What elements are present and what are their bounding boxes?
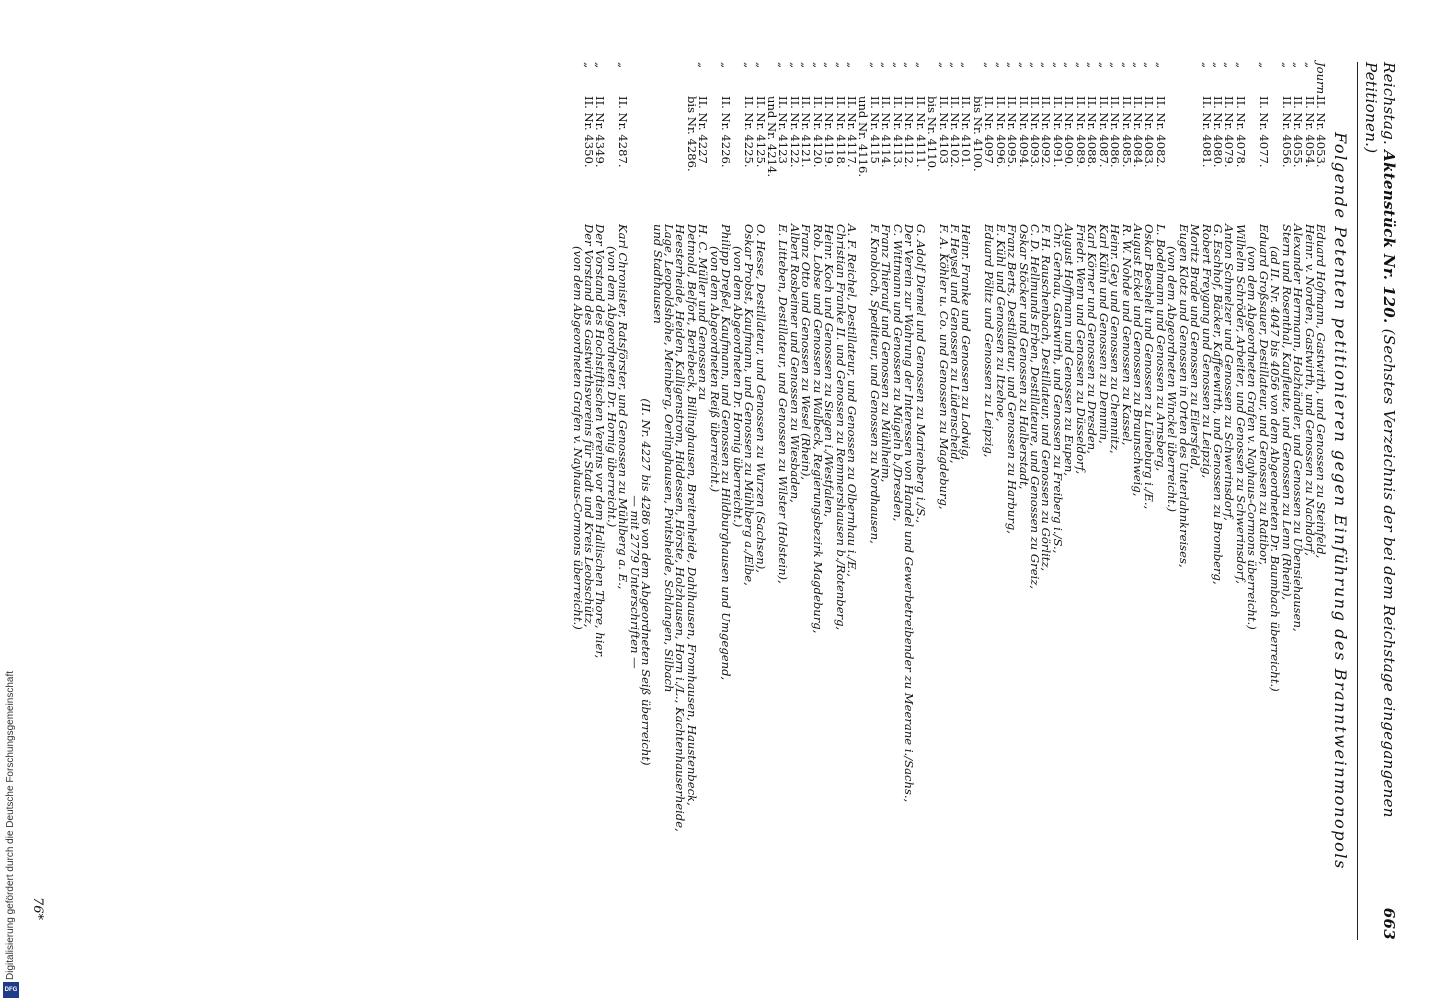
journal-number: II. Nr. 4112. <box>902 96 917 168</box>
petitioner-text: Oskar Probst, Kaufmann, und Genossen zu Mühlberg a./Elbe, <box>742 224 757 586</box>
page-number: 663 <box>1380 907 1398 940</box>
row-marker: „ <box>1291 62 1306 69</box>
row-marker <box>571 62 582 96</box>
petitioner-text: (von dem Abgeordneten Reiß überreicht.) <box>707 246 722 493</box>
journal-number: II. Nr. 4082. <box>1153 96 1168 168</box>
petitioner-text: Eugen Klotz und Genossen in Orten des Unterlahnkreises, <box>1176 224 1191 568</box>
journal-number: II. Nr. 4120. <box>810 96 825 168</box>
journal-number: II. Nr. 4079. <box>1222 96 1237 168</box>
row-marker: „ <box>867 62 882 69</box>
row-marker <box>628 62 639 96</box>
journal-number: II. Nr. 4081. <box>1199 96 1214 168</box>
journal-number: II. Nr. 4350. <box>582 96 596 168</box>
petitioner-text: Der Vorstand des Gastwirthsvereins für Stadt und Kreis Leobschütz, <box>582 224 596 628</box>
petitioner-text: Eduard Großsauer, Destillateur, und Genossen zu Ratibor, <box>1256 224 1271 566</box>
petitioner-text: Franz Thierauf und Genossen zu Mühlheim, <box>879 224 894 483</box>
petitioner-text: Philipp Dreßel, Kaufmann, und Genossen zu Hildburghausen und Umgegend, <box>719 224 734 681</box>
petition-row <box>982 62 997 940</box>
petitioner-text: Franz Otto und Genossen zu Wesel (Rhein), <box>799 224 814 481</box>
petition-row <box>1256 62 1271 940</box>
journal-number: II. Nr. 4225. <box>742 96 757 168</box>
petitioner-text: L. Bodelmann und Genossen zu Arnsberg, <box>1153 224 1168 472</box>
petitioner-text: (ad II. Nr. 4047 bis 4056 von dem Abgeordneten Dr. Baumbach überreicht.) <box>1268 246 1283 692</box>
journal-number: II. Nr. 4084. <box>1131 96 1145 168</box>
journal-number: II. Nr. 4122. <box>787 96 802 168</box>
row-marker: „ <box>890 62 905 69</box>
journal-number: II. Nr. 4083. <box>1142 96 1157 168</box>
petition-row <box>1199 62 1214 940</box>
petition-row <box>604 62 619 940</box>
journal-number: II. Nr. 4056. <box>1279 96 1294 168</box>
row-marker: „ <box>1211 62 1226 69</box>
petitioner-text: Oskar Boeshelt und Genossen zu Lüneburg i./E., <box>1142 224 1157 510</box>
petition-row <box>1052 62 1063 940</box>
petitioner-text: Rob. Lobse und Genossen zu Walbeck, Regierungsbezirk Magdeburg, <box>810 224 825 634</box>
row-marker: „ <box>1222 62 1237 69</box>
petitioner-text: A. F. Reichel, Destillateur, und Genossen zu Olbernhau i./E., <box>845 224 860 577</box>
journal-number: II. Nr. 4226. <box>719 96 734 168</box>
petitioner-text: (von dem Abgeordneten Grafen v. Nayhaus-Cormons überreicht.) <box>1245 246 1260 630</box>
row-marker: „ <box>1108 62 1123 69</box>
journal-number <box>708 96 719 224</box>
journal-number <box>663 96 674 224</box>
petitioner-text: — mit 2779 Unterschriften — <box>627 495 642 669</box>
petitioner-text: H. C. Müller und Genossen zu <box>696 224 711 401</box>
journal-number: II. Nr. 4117. <box>845 96 860 168</box>
petitioner-text: (II. Nr. 4227 bis 4286 von dem Abgeordneten Seiß überreicht) <box>639 398 654 766</box>
journal-number: II. Nr. 4077. <box>1256 96 1271 168</box>
journal-number: II. Nr. 4086. <box>1108 96 1123 168</box>
petition-row <box>1132 62 1143 940</box>
petition-row <box>890 62 905 940</box>
journal-number: II. Nr. 4092. <box>1039 96 1054 168</box>
petitioner-text: (von dem Abgeordneten Dr. Hornig überreicht.) <box>604 246 619 528</box>
journal-number: II. Nr. 4121. <box>799 96 814 168</box>
journal-number: II. Nr. 4287. <box>616 96 631 168</box>
petitioner-text: (von dem Abgeordneten Winckel überreicht.) <box>1165 246 1180 513</box>
petitioner-text: Eduard Hofmann, Gastwirth, und Genossen zu Steinfeld, <box>1314 224 1328 559</box>
journal-number: und Nr. 4116. <box>856 96 871 178</box>
row-marker: „ <box>936 62 951 69</box>
row-marker: „ <box>1028 62 1043 69</box>
petition-row <box>1005 62 1020 940</box>
row-marker: „ <box>822 62 837 69</box>
petitioner-text: Anton Schmelzer und Genossen zu Schwerinsdorf, <box>1222 224 1237 521</box>
petitioner-text: C. Wittmann und Genossen zu Mügeln b./Dresden, <box>890 224 905 522</box>
row-marker: „ <box>913 62 928 69</box>
row-marker: „ <box>948 62 962 69</box>
row-marker <box>1177 62 1188 96</box>
petitioner-text: O. Hesse, Destillateur, und Genossen zu Wurzen (Sachsen), <box>753 224 768 573</box>
petitioner-text: Stern und Rosenthal, Kaufleute, und Genossen zu Lenn (Rhein), <box>1279 224 1294 601</box>
journal-number: bis Nr. 4110. <box>925 96 940 172</box>
journal-number: II. Nr. 4227 <box>696 96 711 164</box>
petitioner-text: Heinr. v. Norden, Gastwirth, und Genossen zu Nachdorf, <box>1302 224 1317 556</box>
petition-row <box>1176 62 1191 940</box>
petition-row <box>970 62 985 940</box>
journal-number <box>651 96 662 224</box>
journal-number: II. Nr. 4055. <box>1291 96 1306 168</box>
signature-mark: 76* <box>30 896 45 920</box>
row-marker: „ <box>993 62 1008 69</box>
row-marker <box>708 62 719 96</box>
row-marker: „ <box>1073 62 1088 69</box>
digitization-credit <box>0 600 22 1000</box>
journal-number: II. Nr. 4101. <box>959 96 974 168</box>
petitioner-text <box>971 224 982 940</box>
journal-number: II. Nr. 4096. <box>993 96 1008 168</box>
journal-number: II. Nr. 4115 <box>867 96 882 164</box>
petition-row <box>1119 62 1134 940</box>
journal-number: und Nr. 4214. <box>765 96 779 178</box>
row-marker <box>651 62 662 96</box>
journal-number: II. Nr. 4088. <box>1085 96 1100 168</box>
row-marker <box>971 62 982 96</box>
petition-row <box>1235 62 1246 940</box>
row-marker: „ <box>1302 62 1317 69</box>
journal-number: II. Nr. 4102. <box>948 96 962 168</box>
petitioner-text: Der Verein zur Wahrung der Interessen von Handel und Gewerbetreibender zu Meerane i./Sachs., <box>902 224 917 803</box>
petitioner-text: G. Adolf Diemel und Genossen zu Marienberg i./S., <box>913 224 928 524</box>
row-marker: „ <box>582 62 596 69</box>
petition-row <box>810 62 825 940</box>
petitioner-text: E. Litteben, Destillateur, und Genossen zu Wilster (Holstein), <box>776 224 791 584</box>
petition-row <box>787 62 802 940</box>
petitioner-text: Franz Berts, Destillateur, und Genossen zu Harburg, <box>1005 224 1020 534</box>
dfg-logo: DFG <box>3 982 19 998</box>
digitization-text: Digitalisierung gefördert durch die Deutsche Forschungsgemeinschaft <box>5 670 16 980</box>
row-marker <box>663 62 674 96</box>
row-marker: „ <box>982 62 997 69</box>
petition-row <box>1085 62 1100 940</box>
journal-number: II. Nr. 4095. <box>1005 96 1020 168</box>
petition-row <box>627 62 642 940</box>
row-marker: „ <box>799 62 814 69</box>
journal-number: II. Nr. 4113. <box>890 96 905 168</box>
page-header <box>1357 62 1398 940</box>
row-marker: „ <box>959 62 974 69</box>
row-marker: „ <box>1279 62 1294 69</box>
journal-number: II. Nr. 4091. <box>1050 96 1065 168</box>
journal-number <box>571 96 582 224</box>
petitioner-text: G. Eschhof, Bäcker, Kaffeewirth, und Genossen zu Bromberg, <box>1211 224 1226 585</box>
petition-row <box>719 62 734 940</box>
petitioner-text: Detmold, Belfort, Berlebeck, Billinghausen, Breitenheide, Dahlhausen, Fromhausen, Haustenbeck, <box>684 224 699 806</box>
row-marker: „ <box>810 62 825 69</box>
row-marker: „ <box>1005 62 1020 69</box>
row-marker: „ <box>696 62 711 69</box>
journal-number: II. Nr. 4053. <box>1314 96 1328 168</box>
petitioner-text: Oskar Stöcker und Genossen zu Halberstadt, <box>1016 224 1031 490</box>
journal-number <box>674 96 685 224</box>
petition-row <box>1028 62 1043 940</box>
row-marker: „ <box>1039 62 1054 69</box>
row-marker <box>686 62 697 96</box>
petitioner-text: Heesterheide, Heiden, Kalligenstrom, Hiddessen, Hörste, Holzhausen, Horn i./L., Kachtenhauserheide, <box>673 224 688 832</box>
petitioner-text: Moritz Brade und Genossen zu Eilersfeld, <box>1188 224 1203 470</box>
petitioner-text: August Eckel und Genossen zu Braunschweig, <box>1131 224 1145 497</box>
journal-number: bis Nr. 4100. <box>970 96 985 172</box>
petitioner-text: F. Heysel und Genossen zu Lüdenscheid, <box>948 224 962 464</box>
petition-row <box>662 62 677 940</box>
petition-row <box>1165 62 1180 940</box>
petitioner-text: Eduard Pölitz und Genossen zu Leipzig, <box>982 224 997 458</box>
header-prefix: Reichstag. <box>1380 62 1398 146</box>
petition-row <box>686 62 697 940</box>
row-marker: „ <box>1233 62 1248 69</box>
row-marker: „ <box>1050 62 1065 69</box>
petitioner-text: Albert Rosbeimer und Genossen zu Wiesbaden, <box>787 224 802 503</box>
journal-number: II. Nr. 4078. <box>1233 96 1248 168</box>
petition-row <box>1096 62 1111 940</box>
journal-number: bis Nr. 4286. <box>684 96 699 172</box>
row-marker: „ <box>742 62 757 69</box>
journal-number: II. Nr. 4093. <box>1028 96 1043 168</box>
row-marker: „ <box>753 62 768 69</box>
petitioner-text: Christian Franke II. und Genossen zu Remmershausen b./Rotenberg, <box>833 224 848 631</box>
row-marker: „ <box>902 62 917 69</box>
journal-number <box>1189 96 1200 224</box>
petition-row <box>936 62 951 940</box>
petition-row <box>1073 62 1088 940</box>
row-marker: „ <box>1131 62 1145 69</box>
row-marker: „ <box>1199 62 1214 69</box>
row-marker: „ <box>719 62 734 69</box>
petitioner-text: F. Knobloch, Spediteur, und Genossen zu Nordhausen, <box>867 224 882 544</box>
journal-number <box>605 96 616 224</box>
journal-number: II. Nr. 4097 <box>982 96 997 164</box>
petitioner-text: Alexander Herrmann, Holzhändler, und Genossen zu Ubensiehausen, <box>1291 224 1306 632</box>
header-suffix: (Sechstes Verzeichnis der bei dem Reichstage eingegangenen Petitionen.) <box>1362 62 1398 818</box>
petitioner-text: C. D. Hellmunds Erben, Destillateure, und Genossen zu Greiz, <box>1028 224 1043 590</box>
petitioner-text: Der Vorstand des Hochstiftischen Vereins vor dem Hallischen Thore, hier, <box>593 224 608 659</box>
petition-row <box>869 62 880 940</box>
row-marker: „ <box>1016 62 1031 69</box>
row-marker: „ <box>1153 62 1168 69</box>
petition-row <box>993 62 1008 940</box>
row-marker: „ <box>787 62 802 69</box>
petitioner-text: Lage, Leopoldshöhe, Meinberg, Oerlinghausen, Pivitsheide, Schlangen, Silbach <box>662 224 677 693</box>
row-marker: „ <box>1142 62 1157 69</box>
journal-number: II. Nr. 4090. <box>1062 96 1077 168</box>
petitioner-text: Wilhelm Schröder, Arbeiter, und Genossen zu Schwerinsdorf, <box>1233 224 1248 584</box>
petitioner-text: und Stadthausen <box>650 224 665 324</box>
row-marker <box>605 62 616 96</box>
row-marker: „ <box>616 62 631 69</box>
header-title <box>1362 62 1398 908</box>
petition-list <box>571 62 1326 940</box>
petition-row <box>1142 62 1157 940</box>
section-title: Folgende Petenten petitionieren gegen Einführung des Branntweinmonopols <box>1331 132 1350 870</box>
journal-number: II. Nr. 4087. <box>1096 96 1111 168</box>
row-marker <box>1189 62 1200 96</box>
petition-row <box>1153 62 1168 940</box>
journal-number: II. Nr. 4111. <box>913 96 928 168</box>
row-marker: „ <box>1085 62 1100 69</box>
journal-number: II. Nr. 4085. <box>1119 96 1134 168</box>
journal-number: II. Nr. 4089. <box>1073 96 1088 168</box>
row-marker: „ <box>1062 62 1077 69</box>
journal-number: II. Nr. 4119. <box>822 96 837 168</box>
journal-number: II. Nr. 4125. <box>753 96 768 168</box>
petitioner-text: F. A. Köhler u. Co. und Genossen zu Magdeburg, <box>936 224 951 510</box>
petitioner-text: Heinr. Franke und Genossen zu Lodwig, <box>959 224 974 460</box>
petitioner-text: Chr. Gerhau, Gastwirth, und Genossen zu Freiberg i./S., <box>1050 224 1065 554</box>
journal-number: II. Nr. 4114. <box>879 96 894 168</box>
petitioner-text: (von dem Abgeordneten Grafen v. Nayhaus-Cormons überreicht.) <box>570 246 585 630</box>
petition-row <box>776 62 791 940</box>
row-marker: „ <box>776 62 791 69</box>
petitioner-text: Robert Freygang und Genossen zu Leipzig, <box>1199 224 1214 479</box>
row-marker: „ <box>593 62 608 69</box>
petitioner-text: Heinr. Gey und Genossen zu Chemnitz, <box>1108 224 1123 454</box>
row-marker: „ <box>845 62 860 69</box>
petitioner-text: August Hoffmann und Genossen zu Eupen, <box>1062 224 1077 476</box>
journal-number: II. Nr. 4080. <box>1211 96 1226 168</box>
petition-row <box>959 62 974 940</box>
row-marker <box>674 62 685 96</box>
journal-number: II. Nr. 4118. <box>833 96 848 168</box>
petitioner-text: Karl Chronister, Ratsförster, und Genossen zu Mühlberg a. E., <box>616 224 631 590</box>
petitioner-text: Karl Körner und Genossen zu Dresden, <box>1085 224 1100 454</box>
row-marker: „ <box>879 62 894 69</box>
journal-number: II. Nr. 4103 <box>936 96 951 164</box>
journal-number: II. Nr. 4123 <box>776 96 791 164</box>
row-marker: Journ. <box>1314 62 1328 98</box>
header-bold: Aktenstück Nr. 120. <box>1380 150 1398 324</box>
petitioner-text: R. W. Nohde und Genossen zu Kassel, <box>1119 224 1134 446</box>
row-marker <box>640 62 651 96</box>
petitioner-text: Friedr. Wenn und Genossen zu Düsseldorf, <box>1073 224 1088 475</box>
journal-number <box>628 96 639 224</box>
petitioner-text: (von dem Abgeordneten Dr. Hornig überreicht.) <box>730 246 745 528</box>
petitioner-text: Heinr. Koch und Genossen zu Siegen i./Westfalen, <box>822 224 837 518</box>
petition-row <box>1108 62 1123 940</box>
journal-number <box>1177 96 1188 224</box>
petition-row <box>1211 62 1226 940</box>
petitioner-text: Karl Kühn und Genossen zu Demmin, <box>1096 224 1111 444</box>
journal-number: II. Nr. 4349. <box>593 96 608 168</box>
row-marker: „ <box>1119 62 1134 69</box>
petitioner-text: F. H. Rauschenbach, Destillateur, und Genossen zu Görlitz, <box>1039 224 1054 572</box>
journal-number: II. Nr. 4054. <box>1302 96 1317 168</box>
journal-number: II. Nr. 4094. <box>1016 96 1031 168</box>
journal-number <box>640 96 651 224</box>
petition-row <box>570 62 585 940</box>
row-marker: „ <box>1256 62 1271 69</box>
row-marker: „ <box>1096 62 1111 69</box>
petitioner-text: E. Kühl und Genossen zu Itzehoe, <box>993 224 1008 422</box>
row-marker: „ <box>833 62 848 69</box>
petition-row <box>707 62 722 940</box>
